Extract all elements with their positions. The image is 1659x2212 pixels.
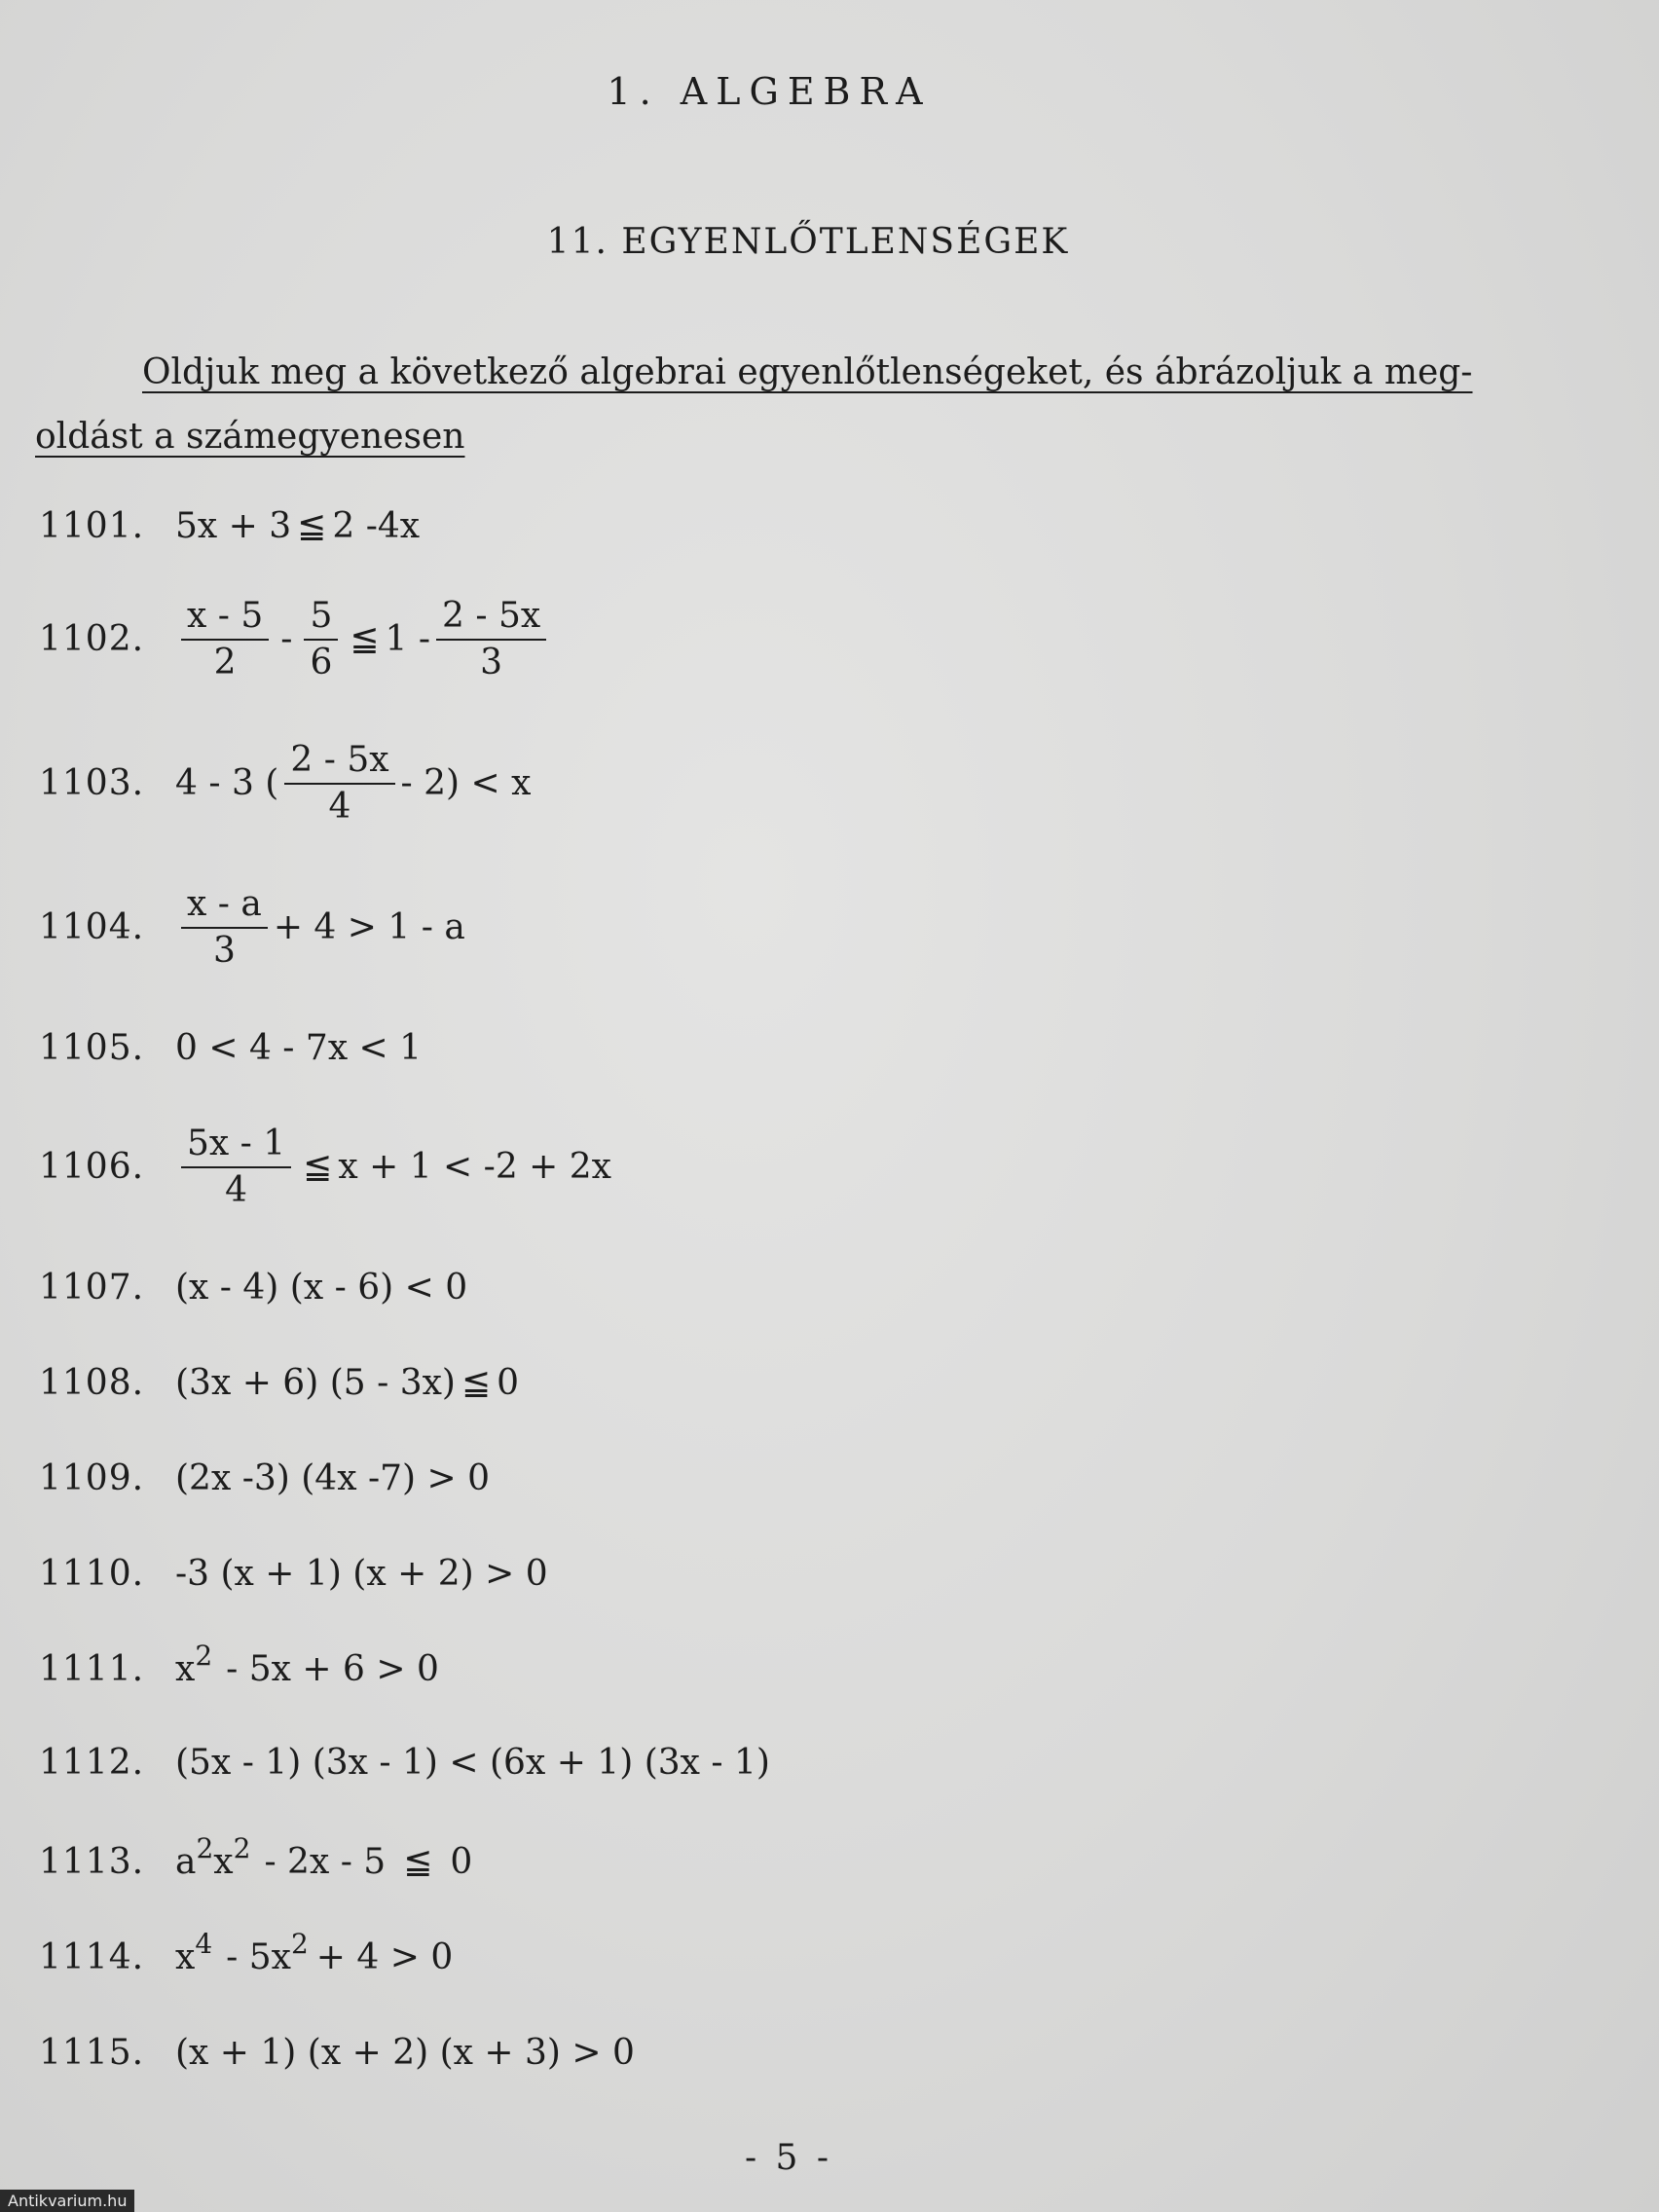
numerator: 5 [304, 598, 338, 641]
numerator: 2 - 5x [436, 598, 546, 641]
expr-right: x + 1 < -2 + 2x [338, 1147, 611, 1188]
denominator: 6 [310, 642, 333, 682]
problem-1102 [39, 598, 552, 682]
problem-1105 [39, 1028, 422, 1068]
denominator: 2 [213, 642, 237, 682]
denominator: 4 [328, 786, 351, 827]
problem-number: 1115. [39, 2033, 145, 2073]
relation-symbol: ≦ [461, 1363, 492, 1403]
problem-expression [175, 1125, 611, 1209]
base: a [175, 1842, 197, 1882]
numerator: x - a [181, 886, 268, 929]
relation-symbol: ≦ [297, 506, 327, 546]
problem-number: 1107. [39, 1268, 145, 1308]
problem-1109 [39, 1458, 490, 1498]
problem-number: 1112. [39, 1743, 145, 1783]
problem-number: 1108. [39, 1363, 145, 1403]
expr-right: + 4 > 1 - a [273, 907, 465, 948]
problem-expression [175, 506, 420, 546]
problem-number: 1106. [39, 1147, 145, 1188]
expr-right: 0 [450, 1842, 473, 1882]
problem-1108 [39, 1363, 519, 1403]
problem-1107 [39, 1268, 467, 1308]
problem-number: 1110. [39, 1554, 145, 1594]
instruction-line-1: Oldjuk meg a következő algebrai egyenlőtlenségeket, és ábrázoljuk a meg- [142, 352, 1473, 392]
relation-symbol: ≦ [303, 1147, 333, 1188]
expr-left: 5x + 3 [175, 506, 292, 546]
denominator: 3 [212, 930, 236, 971]
numerator: 2 - 5x [284, 742, 394, 785]
fraction [181, 598, 269, 682]
expr-right: 0 [497, 1363, 520, 1403]
base: x [213, 1842, 234, 1882]
problem-expression: (x - 4) (x - 6) < 0 [175, 1268, 468, 1308]
numerator: x - 5 [181, 598, 269, 641]
chapter-title: 1. ALGEBRA [607, 70, 932, 113]
problem-number: 1109. [39, 1458, 145, 1498]
problem-expression [175, 886, 465, 970]
problem-1103 [39, 742, 531, 826]
problem-1113 [39, 1832, 473, 1882]
problem-1111 [39, 1640, 439, 1689]
exponent: 2 [196, 1832, 214, 1864]
instruction-text [35, 341, 1554, 469]
minus-sign: - [280, 619, 293, 660]
fraction [436, 598, 546, 682]
expr-right: 2 -4x [332, 506, 421, 546]
problem-1110 [39, 1554, 548, 1594]
problem-expression: (5x - 1) (3x - 1) < (6x + 1) (3x - 1) [175, 1743, 770, 1783]
exponent: 2 [233, 1832, 251, 1864]
page-number: - 5 - [744, 2138, 833, 2178]
problem-expression: 0 < 4 - 7x < 1 [175, 1028, 423, 1068]
fraction [304, 598, 338, 682]
problem-number: 1114. [39, 1937, 145, 1977]
problem-1106 [39, 1125, 611, 1209]
expr-middle: - 5x [226, 1937, 291, 1977]
fraction [284, 742, 394, 826]
problem-1101 [39, 506, 420, 546]
watermark: Antikvarium.hu [0, 2190, 134, 2212]
problem-expression [175, 742, 531, 826]
expr-right: + 4 > 0 [315, 1937, 454, 1977]
problem-1115 [39, 2033, 635, 2073]
problem-expression [175, 1928, 454, 1977]
base: x [175, 1649, 196, 1689]
expr-middle: - 2x - 5 [264, 1842, 387, 1882]
problem-1112 [39, 1743, 770, 1783]
problem-expression [175, 1832, 473, 1882]
instruction-line-2: oldást a számegyenesen [35, 417, 465, 457]
problem-number: 1101. [39, 506, 145, 546]
expr-middle: 1 - [385, 619, 431, 660]
problem-number: 1105. [39, 1028, 145, 1068]
problem-1104 [39, 886, 465, 970]
problem-number: 1111. [39, 1649, 145, 1689]
exponent: 2 [195, 1640, 213, 1672]
base: x [175, 1937, 196, 1977]
fraction [181, 886, 268, 970]
expr-right: - 2) < x [400, 763, 532, 804]
problem-expression [175, 598, 552, 682]
exponent: 4 [195, 1928, 213, 1960]
relation-symbol: ≦ [403, 1842, 433, 1882]
problem-expression [175, 1640, 439, 1689]
problem-number: 1103. [39, 763, 145, 804]
numerator: 5x - 1 [181, 1125, 291, 1168]
exponent: 2 [290, 1928, 309, 1960]
problem-number: 1102. [39, 619, 145, 660]
problem-expression [175, 1363, 519, 1403]
fraction [181, 1125, 291, 1209]
relation-symbol: ≦ [350, 619, 380, 660]
problem-number: 1104. [39, 907, 145, 948]
expr-left: (3x + 6) (5 - 3x) [175, 1363, 456, 1403]
problem-number: 1113. [39, 1842, 145, 1882]
problem-1114 [39, 1928, 454, 1977]
expr-right: - 5x + 6 > 0 [226, 1649, 439, 1689]
denominator: 3 [480, 642, 503, 682]
denominator: 4 [225, 1169, 248, 1210]
problem-expression: (x + 1) (x + 2) (x + 3) > 0 [175, 2033, 635, 2073]
problem-expression: (2x -3) (4x -7) > 0 [175, 1458, 491, 1498]
expr-left: 4 - 3 ( [175, 763, 279, 804]
problem-expression: -3 (x + 1) (x + 2) > 0 [175, 1554, 548, 1594]
section-title: 11. EGYENLŐTLENSÉGEK [546, 222, 1070, 262]
